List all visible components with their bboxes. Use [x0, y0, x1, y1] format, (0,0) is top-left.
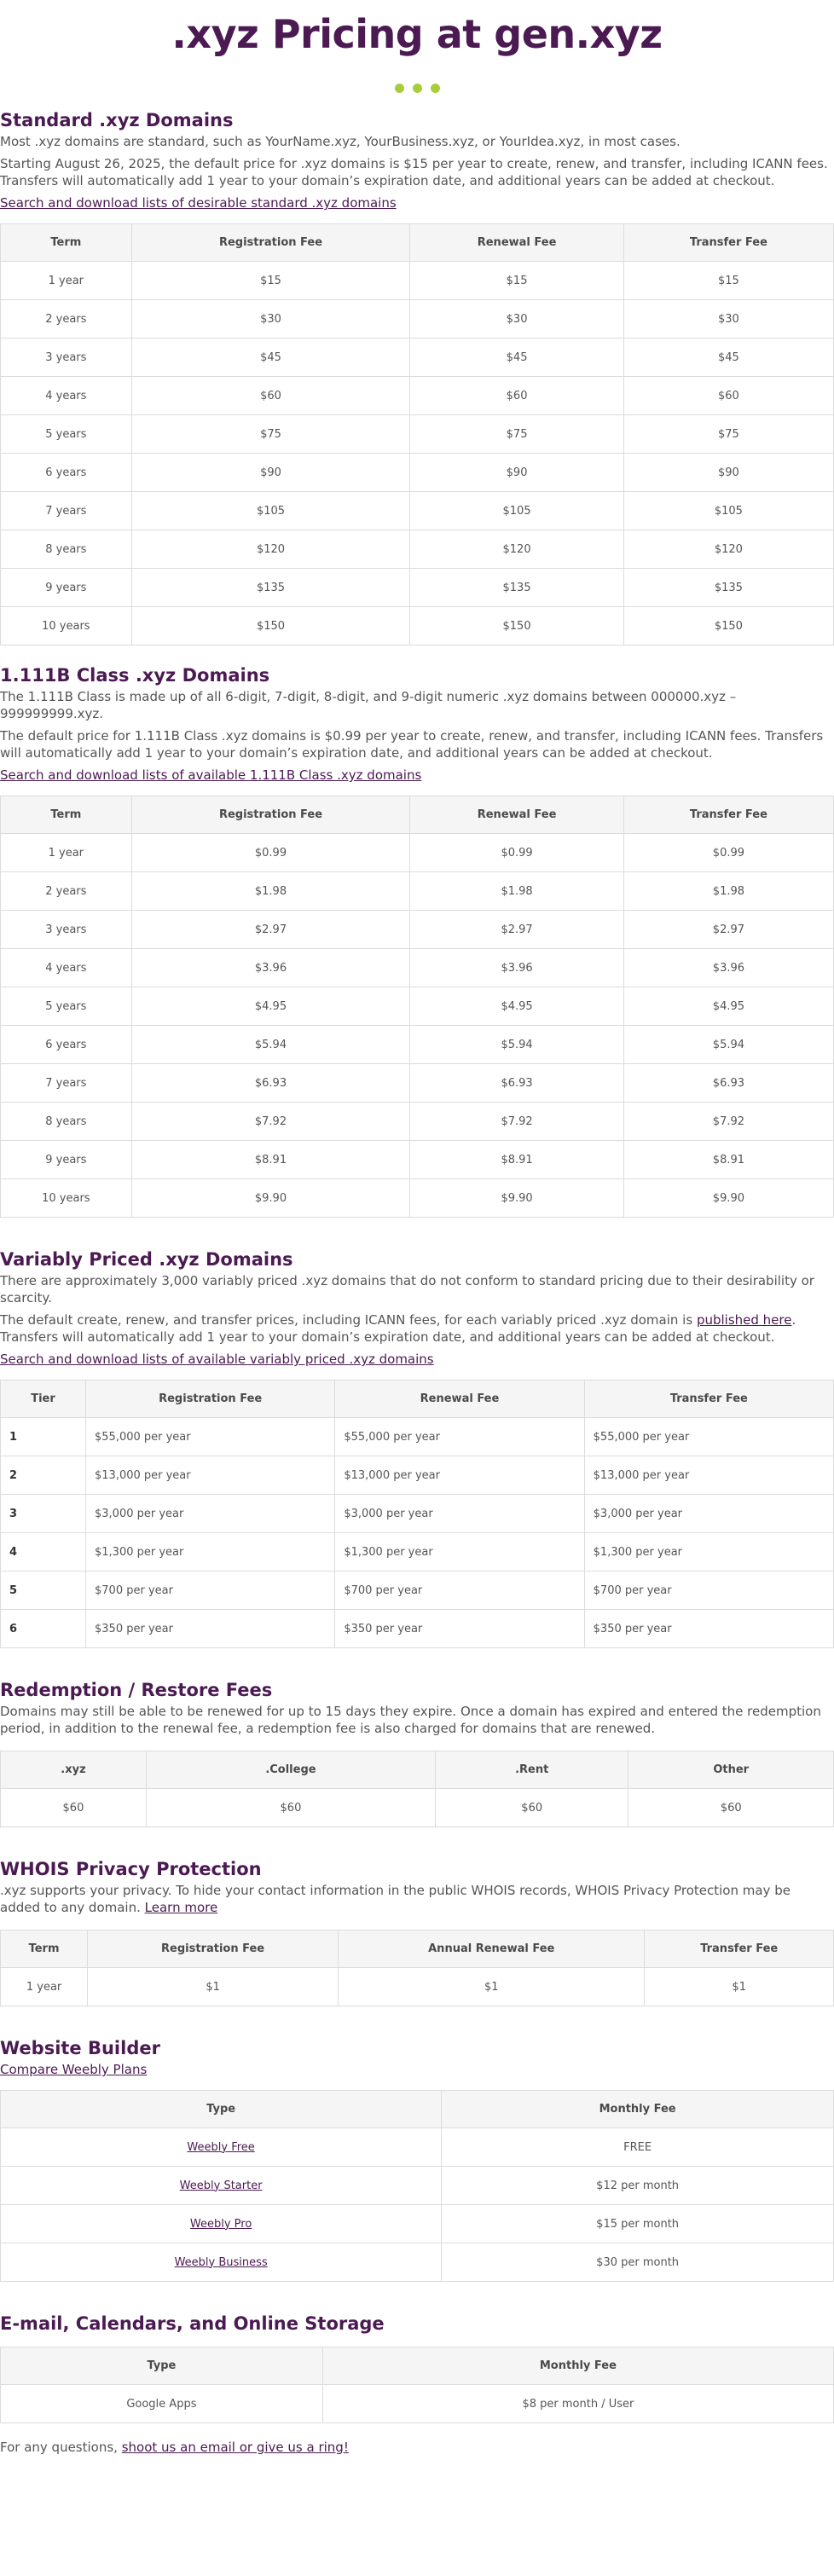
- class-111b-section: [0, 663, 834, 1218]
- standard-pricing-table: [0, 223, 834, 645]
- website-builder-section: [0, 2035, 834, 2282]
- table-cell: $1: [645, 1968, 834, 2006]
- table-cell: $90: [623, 454, 833, 492]
- table-row: [1, 2385, 834, 2423]
- class-111b-search-link[interactable]: Search and download lists of available 1.111B Class .xyz domains: [0, 767, 422, 783]
- table-cell: $5.94: [623, 1026, 833, 1064]
- text-fragment: The default create, renew, and transfer prices, including ICANN fees, for each variably priced .xyz domain is: [0, 1312, 697, 1328]
- table-cell: 1 year: [1, 1968, 88, 2006]
- table-cell: $13,000 per year: [335, 1456, 584, 1495]
- table-cell: 3 years: [1, 339, 132, 377]
- dot-icon: [395, 84, 404, 93]
- column-header: .College: [146, 1751, 435, 1789]
- table-cell: $150: [410, 607, 624, 645]
- table-row: [1, 1968, 834, 2006]
- table-row: [1, 1179, 834, 1218]
- table-cell: $120: [410, 530, 624, 569]
- table-cell: 1 year: [1, 834, 132, 872]
- column-header: Renewal Fee: [335, 1381, 584, 1418]
- plan-link[interactable]: Weebly Free: [187, 2140, 255, 2154]
- table-cell: $3.96: [410, 949, 624, 987]
- table-cell: $135: [131, 569, 410, 607]
- redemption-fee-table: [0, 1751, 834, 1827]
- table-cell: $9.90: [131, 1179, 410, 1218]
- table-row: [1, 1103, 834, 1141]
- table-header-row: [1, 1381, 834, 1418]
- table-cell: $3.96: [623, 949, 833, 987]
- table-cell: FREE: [442, 2128, 834, 2167]
- table-cell: $60: [131, 377, 410, 415]
- table-cell: $30: [623, 300, 833, 339]
- table-row: [1, 415, 834, 454]
- table-cell: $60: [435, 1789, 628, 1827]
- table-cell: $3.96: [131, 949, 410, 987]
- table-row: [1, 1064, 834, 1103]
- table-cell: $8 per month / User: [322, 2385, 833, 2423]
- table-cell: $6.93: [623, 1064, 833, 1103]
- variable-pricing-table: [0, 1380, 834, 1648]
- plan-link[interactable]: Weebly Starter: [179, 2179, 263, 2192]
- dot-icon: [431, 84, 440, 93]
- column-header: Registration Fee: [131, 224, 410, 262]
- plan-link[interactable]: Weebly Pro: [189, 2217, 252, 2231]
- text-fragment: For any questions,: [0, 2440, 122, 2455]
- table-cell: $5.94: [131, 1026, 410, 1064]
- table-row: [1, 1610, 834, 1648]
- table-cell: $30 per month: [442, 2243, 834, 2282]
- section-text: The 1.111B Class is made up of all 6-digit, 7-digit, 8-digit, and 9-digit numeric .xyz domains between 000000.xyz – 999999999.xyz.: [0, 689, 737, 721]
- column-header: Renewal Fee: [410, 224, 624, 262]
- table-row: [1, 1456, 834, 1495]
- section-heading: Variably Priced .xyz Domains: [0, 1249, 293, 1270]
- table-cell: $60: [1, 1789, 147, 1827]
- table-cell: [1, 2128, 442, 2167]
- table-cell: $75: [410, 415, 624, 454]
- table-row: [1, 834, 834, 872]
- table-row: [1, 1789, 834, 1827]
- table-cell: $8.91: [623, 1141, 833, 1179]
- table-cell: $105: [410, 492, 624, 530]
- table-header-row: [1, 1931, 834, 1968]
- table-cell: $15: [131, 262, 410, 300]
- table-row: [1, 492, 834, 530]
- section-text: Starting August 26, 2025, the default price for .xyz domains is $15 per year to create, renew, and transfer, including ICANN fees. Transfers will automatically add 1 year to your domain’s expiration date, and additional years can be added at checkout.: [0, 156, 828, 188]
- table-cell: $2.97: [623, 911, 833, 949]
- table-cell: $4.95: [623, 987, 833, 1026]
- table-cell: $0.99: [131, 834, 410, 872]
- table-cell: $2.97: [410, 911, 624, 949]
- table-cell: $1.98: [410, 872, 624, 911]
- table-row: [1, 1026, 834, 1064]
- column-header: Type: [1, 2347, 323, 2385]
- column-header: Tier: [1, 1381, 86, 1418]
- table-cell: $135: [410, 569, 624, 607]
- table-row: [1, 262, 834, 300]
- section-heading: 1.111B Class .xyz Domains: [0, 665, 270, 686]
- table-cell: 2 years: [1, 872, 132, 911]
- table-header-row: [1, 224, 834, 262]
- table-row: [1, 1141, 834, 1179]
- table-cell: $0.99: [410, 834, 624, 872]
- table-cell: $90: [131, 454, 410, 492]
- table-cell: 3 years: [1, 911, 132, 949]
- decorative-dots: [0, 68, 834, 102]
- table-row: [1, 2243, 834, 2282]
- column-header: .xyz: [1, 1751, 147, 1789]
- table-cell: $1: [339, 1968, 645, 2006]
- table-cell: 5: [1, 1572, 86, 1610]
- table-header-row: [1, 1751, 834, 1789]
- section-heading: E-mail, Calendars, and Online Storage: [0, 2313, 385, 2334]
- table-cell: $4.95: [410, 987, 624, 1026]
- table-cell: $3,000 per year: [335, 1495, 584, 1533]
- table-cell: $1: [88, 1968, 339, 2006]
- table-cell: 4 years: [1, 949, 132, 987]
- column-header: Registration Fee: [86, 1381, 335, 1418]
- table-cell: $9.90: [623, 1179, 833, 1218]
- table-cell: $135: [623, 569, 833, 607]
- table-cell: 10 years: [1, 607, 132, 645]
- section-text: [0, 1882, 834, 1916]
- table-row: [1, 987, 834, 1026]
- column-header: Transfer Fee: [623, 796, 833, 834]
- whois-section: [0, 1856, 834, 2006]
- table-cell: $350 per year: [584, 1610, 833, 1648]
- column-header: Registration Fee: [131, 796, 410, 834]
- table-cell: $7.92: [623, 1103, 833, 1141]
- table-cell: $5.94: [410, 1026, 624, 1064]
- table-cell: $45: [623, 339, 833, 377]
- table-header-row: [1, 796, 834, 834]
- table-cell: $30: [131, 300, 410, 339]
- table-cell: $8.91: [131, 1141, 410, 1179]
- section-text: There are approximately 3,000 variably priced .xyz domains that do not conform to standard pricing due to their desirability or scarcity.: [0, 1273, 814, 1305]
- table-cell: $7.92: [410, 1103, 624, 1141]
- contact-link[interactable]: shoot us an email or give us a ring!: [121, 2440, 349, 2455]
- table-row: [1, 569, 834, 607]
- column-header: Transfer Fee: [623, 224, 833, 262]
- table-cell: 5 years: [1, 415, 132, 454]
- table-cell: $30: [410, 300, 624, 339]
- table-cell: 6 years: [1, 454, 132, 492]
- table-row: [1, 1572, 834, 1610]
- variable-section: [0, 1247, 834, 1648]
- section-heading: WHOIS Privacy Protection: [0, 1859, 262, 1879]
- website-builder-table: [0, 2090, 834, 2282]
- table-cell: $75: [623, 415, 833, 454]
- column-header: .Rent: [435, 1751, 628, 1789]
- class-111b-pricing-table: [0, 796, 834, 1218]
- table-cell: $6.93: [410, 1064, 624, 1103]
- column-header: Registration Fee: [88, 1931, 339, 1968]
- table-cell: $0.99: [623, 834, 833, 872]
- section-text: [0, 1311, 834, 1346]
- table-cell: [1, 2167, 442, 2205]
- table-cell: $7.92: [131, 1103, 410, 1141]
- table-cell: $350 per year: [335, 1610, 584, 1648]
- table-cell: $150: [131, 607, 410, 645]
- table-cell: 9 years: [1, 1141, 132, 1179]
- table-cell: $1.98: [623, 872, 833, 911]
- table-row: [1, 530, 834, 569]
- table-row: [1, 339, 834, 377]
- table-cell: $105: [131, 492, 410, 530]
- table-row: [1, 911, 834, 949]
- table-row: [1, 2128, 834, 2167]
- table-cell: 5 years: [1, 987, 132, 1026]
- section-text: Domains may still be able to be renewed for up to 15 days they expire. Once a domain has expired and entered the redemption period, in addition to the renewal fee, a redemption fee is also charged for domains that are renewed.: [0, 1704, 821, 1736]
- column-header: Term: [1, 224, 132, 262]
- table-cell: $60: [146, 1789, 435, 1827]
- table-cell: 4: [1, 1533, 86, 1572]
- table-cell: $60: [410, 377, 624, 415]
- table-cell: $90: [410, 454, 624, 492]
- table-cell: 4 years: [1, 377, 132, 415]
- table-row: [1, 1495, 834, 1533]
- table-cell: $13,000 per year: [584, 1456, 833, 1495]
- table-cell: $45: [410, 339, 624, 377]
- variable-search-link[interactable]: Search and download lists of available variably priced .xyz domains: [0, 1352, 434, 1367]
- column-header: Transfer Fee: [584, 1381, 833, 1418]
- table-cell: $12 per month: [442, 2167, 834, 2205]
- table-cell: [1, 2243, 442, 2282]
- table-cell: 7 years: [1, 492, 132, 530]
- table-row: [1, 872, 834, 911]
- email-services-table: [0, 2347, 834, 2423]
- section-heading: Redemption / Restore Fees: [0, 1680, 273, 1700]
- column-header: Renewal Fee: [410, 796, 624, 834]
- dot-icon: [413, 84, 422, 93]
- table-cell: $1.98: [131, 872, 410, 911]
- table-cell: $3,000 per year: [86, 1495, 335, 1533]
- table-cell: $1,300 per year: [86, 1533, 335, 1572]
- table-row: [1, 377, 834, 415]
- table-cell: 10 years: [1, 1179, 132, 1218]
- table-row: [1, 454, 834, 492]
- table-cell: 8 years: [1, 530, 132, 569]
- table-row: [1, 300, 834, 339]
- table-cell: $60: [623, 377, 833, 415]
- table-cell: $105: [623, 492, 833, 530]
- column-header: Type: [1, 2091, 442, 2128]
- column-header: Other: [628, 1751, 834, 1789]
- table-cell: $15: [623, 262, 833, 300]
- table-header-row: [1, 2091, 834, 2128]
- table-cell: $700 per year: [335, 1572, 584, 1610]
- column-header: Term: [1, 1931, 88, 1968]
- column-header: Monthly Fee: [322, 2347, 833, 2385]
- page-title: .xyz Pricing at gen.xyz: [171, 11, 663, 57]
- table-cell: [1, 2205, 442, 2243]
- table-cell: 2: [1, 1456, 86, 1495]
- table-cell: 2 years: [1, 300, 132, 339]
- table-cell: 3: [1, 1495, 86, 1533]
- table-row: [1, 1533, 834, 1572]
- table-cell: $2.97: [131, 911, 410, 949]
- text-fragment: . Transfers will automatically add 1 year to your domain’s expiration date, and additional years can be added at checkout.: [0, 1312, 796, 1345]
- standard-search-link[interactable]: Search and download lists of desirable standard .xyz domains: [0, 195, 397, 211]
- table-cell: $700 per year: [584, 1572, 833, 1610]
- whois-pricing-table: [0, 1930, 834, 2006]
- table-cell: $13,000 per year: [86, 1456, 335, 1495]
- table-cell: $120: [623, 530, 833, 569]
- table-cell: $15: [410, 262, 624, 300]
- table-cell: $9.90: [410, 1179, 624, 1218]
- table-row: [1, 2205, 834, 2243]
- table-cell: $55,000 per year: [584, 1418, 833, 1456]
- table-cell: $1,300 per year: [584, 1533, 833, 1572]
- table-cell: 8 years: [1, 1103, 132, 1141]
- table-cell: $8.91: [410, 1141, 624, 1179]
- table-cell: $150: [623, 607, 833, 645]
- standard-section: [0, 107, 834, 645]
- published-here-link[interactable]: published here: [696, 1312, 792, 1328]
- table-cell: $60: [628, 1789, 834, 1827]
- email-section: [0, 2311, 834, 2423]
- table-cell: 6: [1, 1610, 86, 1648]
- learn-more-link[interactable]: Learn more: [144, 1900, 218, 1915]
- plan-link[interactable]: Weebly Business: [174, 2255, 268, 2269]
- compare-weebly-link[interactable]: Compare Weebly Plans: [0, 2062, 148, 2077]
- footer-text: [0, 2439, 834, 2456]
- table-row: [1, 2167, 834, 2205]
- table-cell: $45: [131, 339, 410, 377]
- table-cell: $120: [131, 530, 410, 569]
- column-header: Transfer Fee: [645, 1931, 834, 1968]
- table-cell: 9 years: [1, 569, 132, 607]
- column-header: Monthly Fee: [442, 2091, 834, 2128]
- table-cell: Google Apps: [1, 2385, 323, 2423]
- table-cell: $6.93: [131, 1064, 410, 1103]
- section-heading: Website Builder: [0, 2038, 160, 2058]
- table-cell: $1,300 per year: [335, 1533, 584, 1572]
- table-cell: 7 years: [1, 1064, 132, 1103]
- table-cell: 1 year: [1, 262, 132, 300]
- table-cell: $4.95: [131, 987, 410, 1026]
- section-text: The default price for 1.111B Class .xyz domains is $0.99 per year to create, renew, and transfer, including ICANN fees. Transfers will automatically add 1 year to your domain’s expiration date, and additional years can be added at checkout.: [0, 728, 824, 761]
- table-cell: $700 per year: [86, 1572, 335, 1610]
- table-cell: $15 per month: [442, 2205, 834, 2243]
- column-header: Annual Renewal Fee: [339, 1931, 645, 1968]
- text-fragment: .xyz supports your privacy. To hide your contact information in the public WHOIS records, WHOIS Privacy Protection may be added to any domain.: [0, 1883, 791, 1915]
- redemption-section: [0, 1677, 834, 1827]
- section-text: Most .xyz domains are standard, such as YourName.xyz, YourBusiness.xyz, or YourIdea.xyz, in most cases.: [0, 134, 681, 149]
- table-row: [1, 607, 834, 645]
- table-header-row: [1, 2347, 834, 2385]
- table-cell: $55,000 per year: [86, 1418, 335, 1456]
- table-cell: $55,000 per year: [335, 1418, 584, 1456]
- table-cell: 6 years: [1, 1026, 132, 1064]
- table-cell: 1: [1, 1418, 86, 1456]
- table-row: [1, 949, 834, 987]
- table-cell: $75: [131, 415, 410, 454]
- table-cell: $3,000 per year: [584, 1495, 833, 1533]
- table-row: [1, 1418, 834, 1456]
- table-cell: $350 per year: [86, 1610, 335, 1648]
- column-header: Term: [1, 796, 132, 834]
- section-heading: Standard .xyz Domains: [0, 110, 234, 130]
